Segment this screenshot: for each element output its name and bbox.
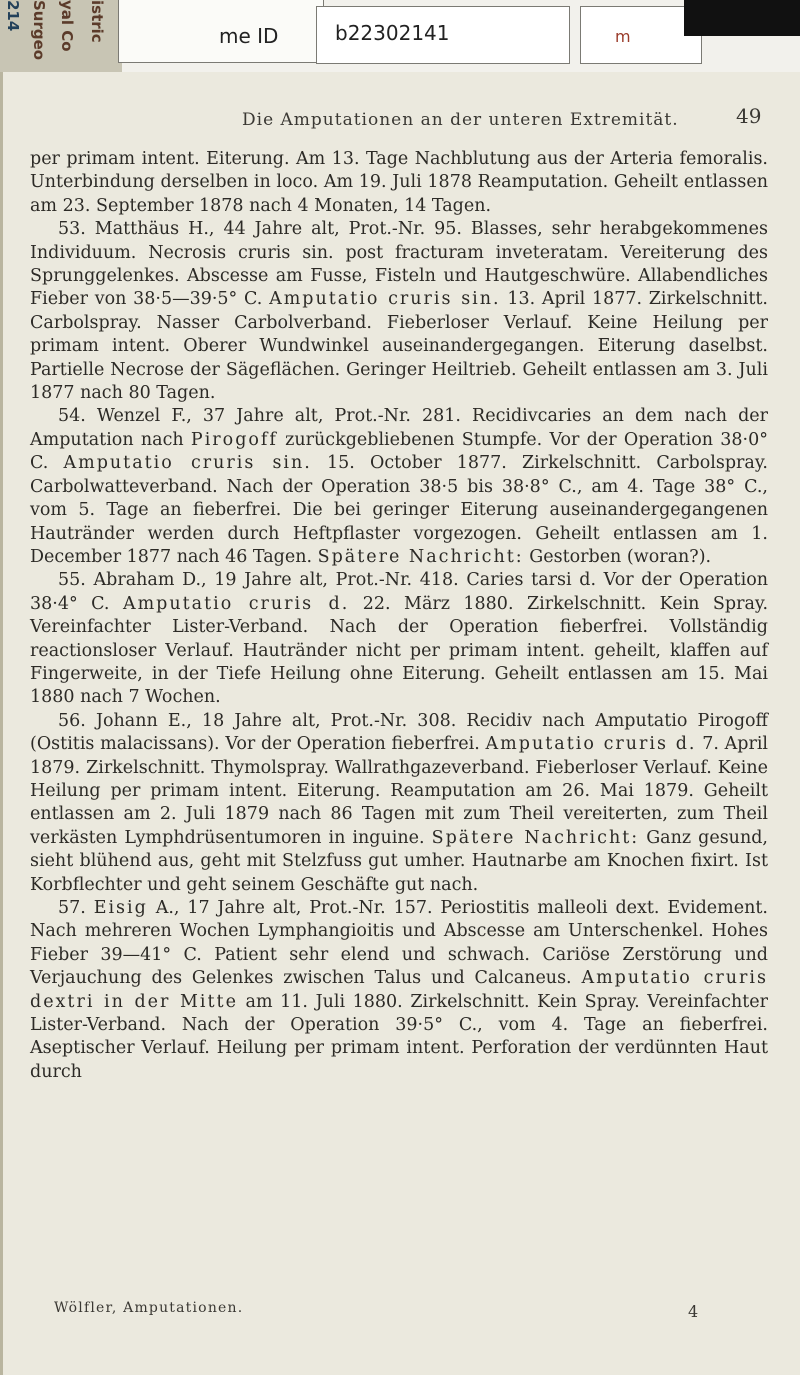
page-number: 49	[736, 104, 762, 128]
paragraph	[30, 710, 768, 897]
book-spine	[0, 0, 122, 72]
text-run: 13. April 1877. Zirkelschnitt. Carbolspray. Nasser Carbolverband. Fieberloser Verlauf. Keine Heilung per primam intent. Oberer Wundwinkel auseinandergegangen. Eiterung daselbst. Partielle Necrose der Sägeflächen. Geringer Heiltrieb. Geheilt entlassen am 3. Juli 1877 nach 80 Tagen.	[30, 289, 768, 404]
page-footer	[30, 1300, 768, 1326]
text-run: 56. Johann E., 18 Jahre alt, Prot.-Nr. 308. Recidiv nach Amputatio Pirogoff (Ostitis malacissans). Vor der Operation fieberfrei.	[30, 710, 768, 755]
paragraph	[30, 897, 768, 1084]
text-run: zurückgebliebenen Stumpfe. Vor der Operation 38·0° C.	[30, 429, 768, 474]
running-head: Die Amputationen an der unteren Extremität.	[242, 110, 679, 130]
spaced-text: Spätere Nachricht:	[317, 546, 524, 567]
spine-text: Surgeo	[30, 0, 48, 61]
scan-label-strip	[0, 0, 800, 72]
page-header	[0, 100, 800, 140]
text-run: am 11. Juli 1880. Zirkelschnitt. Kein Spray. Vereinfachter Lister-Verband. Nach der Operation 39·5° C., vom 4. Tage an fieberfrei. Aseptischer Verlauf. Heilung per primam intent. Perforation der verdünnten Haut durch	[30, 991, 768, 1082]
paragraph	[30, 218, 768, 405]
text-run: 22. März 1880. Zirkelschnitt. Kein Spray. Vereinfachter Lister-Verband. Nach der Operation fieberfrei. Vollständig reactionsloser Verlauf. Hautränder nicht per primam intent. geheilt, klaffen auf Fingerweite, in der Tiefe Heilung ohne Eiterung. Geheilt entlassen am 15. Mai 1880 nach 7 Wochen.	[30, 593, 769, 708]
text-run: 53. Matthäus H., 44 Jahre alt, Prot.-Nr. 95. Blasses, sehr herabgekommenes Individuum. Necrosis cruris sin. post fracturam inveteratam. Vereiterung des Sprunggelenkes. Abscesse am Fusse, Fisteln und Hautgeschwüre. Allabendliches Fieber von 38·5—39·5° C.	[30, 219, 768, 310]
spaced-text: Amputatio cruris sin.	[63, 453, 312, 474]
spaced-text: Amputatio cruris d.	[485, 734, 697, 755]
spine-text: istric	[88, 0, 106, 43]
spaced-text: Amputatio cruris dextri in der Mitte	[30, 968, 768, 1012]
text-run: 7. April 1879. Zirkelschnitt. Thymolspray. Wallrathgazeverband. Fieberloser Verlauf. Keine Heilung per primam intent. Eiterung. Reamputation am 26. Mai 1879. Geheilt entlassen am 2. Juli 1879 nach 86 Tagen mit zum Theil vereiterten, zum Theil verkästen Lymphdrüsentumoren in inguine.	[30, 734, 769, 848]
id-label-text: me ID	[219, 24, 279, 48]
footer-author: Wölfler, Amputationen.	[54, 1300, 244, 1316]
text-run: A., 17 Jahre alt, Prot.-Nr. 157. Periostitis malleoli dext. Evidement. Nach mehreren Wochen Lymphangioitis und Abscesse am Unterschenkel. Hohes Fieber 39—41° C. Patient sehr elend und schwach. Cariöse Zerstörung und Verjauchung des Gelenkes zwischen Talus und Calcaneus.	[30, 898, 768, 989]
text-run: 54. Wenzel F., 37 Jahre alt, Prot.-Nr. 281. Recidivcaries an dem nach der Amputation nach	[30, 406, 768, 450]
extra-mark: m	[615, 27, 631, 46]
color-bar	[684, 0, 800, 36]
spaced-text: Spätere Nachricht:	[431, 827, 640, 848]
text-run: Ganz gesund, sieht blühend aus, geht mit Stelzfuss gut umher. Hautnarbe am Knochen fixirt. Ist Korbflechter und geht seinem Geschäfte gut nach.	[30, 827, 768, 895]
text-run: Gestorben (woran?).	[523, 546, 712, 567]
paragraph	[30, 148, 768, 218]
spine-text: 214	[4, 0, 22, 32]
spaced-text: Amputatio cruris d.	[122, 593, 350, 614]
id-label-box	[118, 0, 324, 63]
body-text	[30, 148, 768, 1084]
spaced-text: Eisig	[93, 898, 148, 918]
spine-text: yal Co	[58, 0, 76, 52]
spaced-text: Amputatio cruris sin.	[269, 289, 501, 310]
paragraph	[30, 569, 768, 709]
text-run: 57.	[58, 898, 94, 918]
signature-mark: 4	[688, 1302, 699, 1321]
record-id-box	[316, 6, 570, 64]
text-run: 15. October 1877. Zirkelschnitt. Carbolspray. Carbolwatteverband. Nach der Operation 38·5 bis 38·8° C., am 4. Tage 38° C., vom 5. Tage an fieberfrei. Die bei geringer Eiterung auseinandergegangenen Hautränder werden durch Heftpflaster vorgezogen. Geheilt entlassen am 1. December 1877 nach 46 Tagen.	[30, 453, 768, 567]
spaced-text: Pirogoff	[190, 429, 278, 450]
paragraph	[30, 405, 768, 569]
text-run: 55. Abraham D., 19 Jahre alt, Prot.-Nr. 418. Caries tarsi d. Vor der Operation 38·4° C.	[30, 570, 768, 614]
record-id: b22302141	[335, 21, 450, 45]
text-run: per primam intent. Eiterung. Am 13. Tage Nachblutung aus der Arteria femoralis. Unterbindung derselben in loco. Am 19. Juli 1878 Reamputation. Geheilt entlassen am 23. September 1878 nach 4 Monaten, 14 Tagen.	[30, 149, 768, 216]
page-edge	[0, 72, 3, 1375]
